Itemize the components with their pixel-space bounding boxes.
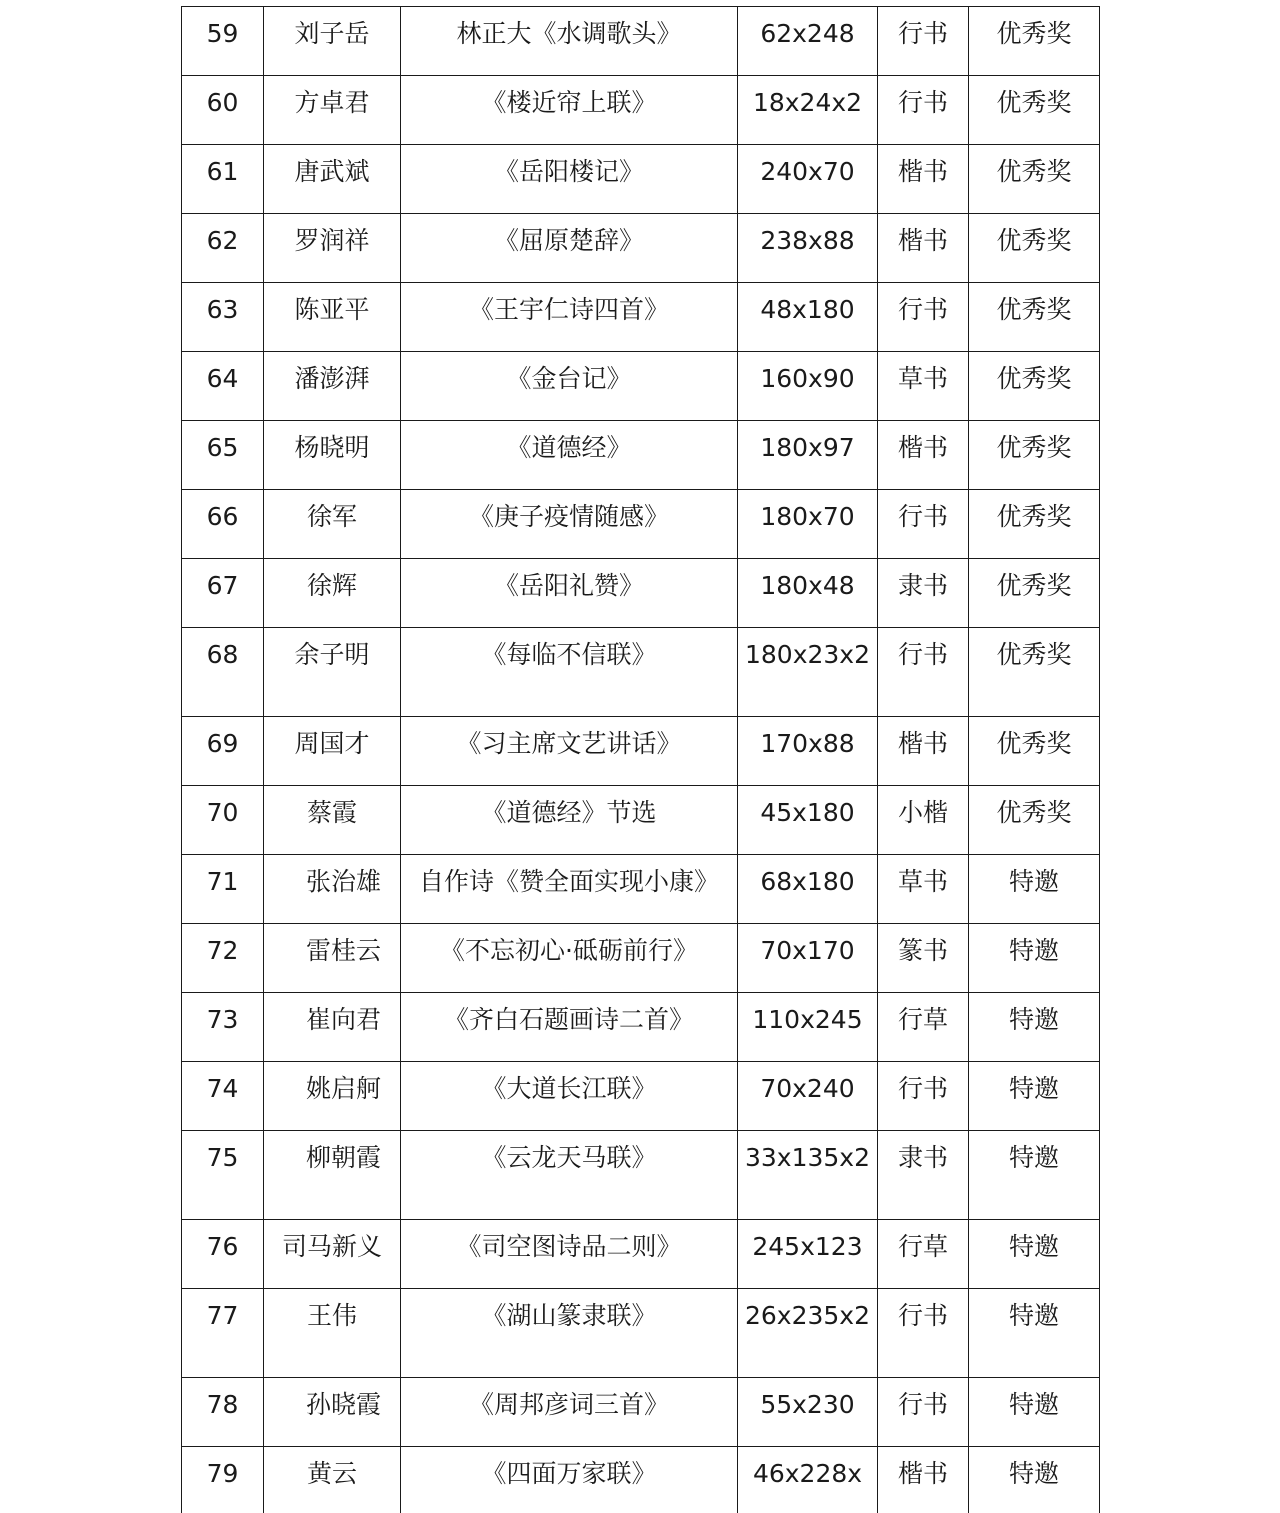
author-name: 余子明 — [264, 628, 401, 717]
work-title: 《周邦彦词三首》 — [401, 1378, 738, 1447]
work-size: 70x170 — [738, 924, 878, 993]
script-style: 楷书 — [878, 421, 969, 490]
author-name: 张治雄 — [264, 855, 401, 924]
author-name: 黄云 — [264, 1447, 401, 1513]
row-number: 75 — [182, 1131, 264, 1220]
script-style: 小楷 — [878, 786, 969, 855]
work-size: 180x97 — [738, 421, 878, 490]
row-number: 62 — [182, 214, 264, 283]
author-name: 雷桂云 — [264, 924, 401, 993]
author-name: 罗润祥 — [264, 214, 401, 283]
table-row — [182, 628, 1100, 717]
script-style: 行书 — [878, 1062, 969, 1131]
row-number: 76 — [182, 1220, 264, 1289]
author-name: 蔡霞 — [264, 786, 401, 855]
author-name: 徐军 — [264, 490, 401, 559]
row-number: 63 — [182, 283, 264, 352]
work-size: 170x88 — [738, 717, 878, 786]
row-number: 73 — [182, 993, 264, 1062]
award-level: 优秀奖 — [969, 559, 1100, 628]
award-level: 特邀 — [969, 993, 1100, 1062]
script-style: 行草 — [878, 993, 969, 1062]
award-level: 特邀 — [969, 924, 1100, 993]
work-size: 245x123 — [738, 1220, 878, 1289]
work-size: 18x24x2 — [738, 76, 878, 145]
script-style: 行书 — [878, 283, 969, 352]
work-size: 180x48 — [738, 559, 878, 628]
work-title: 《每临不信联》 — [401, 628, 738, 717]
table-row — [182, 717, 1100, 786]
table-row — [182, 786, 1100, 855]
table-row — [182, 855, 1100, 924]
row-number: 59 — [182, 7, 264, 76]
award-level: 特邀 — [969, 1378, 1100, 1447]
row-number: 70 — [182, 786, 264, 855]
script-style: 草书 — [878, 855, 969, 924]
script-style: 行草 — [878, 1220, 969, 1289]
script-style: 行书 — [878, 490, 969, 559]
work-title: 《楼近帘上联》 — [401, 76, 738, 145]
row-number: 78 — [182, 1378, 264, 1447]
award-level: 优秀奖 — [969, 628, 1100, 717]
work-title: 《岳阳楼记》 — [401, 145, 738, 214]
work-size: 48x180 — [738, 283, 878, 352]
award-level: 优秀奖 — [969, 7, 1100, 76]
award-level: 优秀奖 — [969, 214, 1100, 283]
table-row — [182, 1220, 1100, 1289]
work-title: 《庚子疫情随感》 — [401, 490, 738, 559]
script-style: 楷书 — [878, 717, 969, 786]
work-title: 《云龙天马联》 — [401, 1131, 738, 1220]
award-level: 特邀 — [969, 855, 1100, 924]
work-size: 240x70 — [738, 145, 878, 214]
row-number: 72 — [182, 924, 264, 993]
work-title: 《四面万家联》 — [401, 1447, 738, 1513]
row-number: 71 — [182, 855, 264, 924]
award-level: 优秀奖 — [969, 490, 1100, 559]
row-number: 66 — [182, 490, 264, 559]
award-level: 优秀奖 — [969, 145, 1100, 214]
author-name: 杨晓明 — [264, 421, 401, 490]
author-name: 潘澎湃 — [264, 352, 401, 421]
script-style: 篆书 — [878, 924, 969, 993]
work-size: 238x88 — [738, 214, 878, 283]
award-level: 特邀 — [969, 1220, 1100, 1289]
row-number: 61 — [182, 145, 264, 214]
author-name: 周国才 — [264, 717, 401, 786]
work-title: 自作诗《赞全面实现小康》 — [401, 855, 738, 924]
script-style: 行书 — [878, 1378, 969, 1447]
award-level: 特邀 — [969, 1447, 1100, 1513]
table-row — [182, 1289, 1100, 1378]
table-row — [182, 924, 1100, 993]
work-title: 《岳阳礼赞》 — [401, 559, 738, 628]
work-size: 110x245 — [738, 993, 878, 1062]
row-number: 67 — [182, 559, 264, 628]
row-number: 74 — [182, 1062, 264, 1131]
award-level: 特邀 — [969, 1289, 1100, 1378]
table-row — [182, 1378, 1100, 1447]
script-style: 行书 — [878, 76, 969, 145]
work-size: 55x230 — [738, 1378, 878, 1447]
work-title: 《齐白石题画诗二首》 — [401, 993, 738, 1062]
author-name: 唐武斌 — [264, 145, 401, 214]
work-size: 62x248 — [738, 7, 878, 76]
work-title: 《大道长江联》 — [401, 1062, 738, 1131]
script-style: 隶书 — [878, 559, 969, 628]
award-level: 优秀奖 — [969, 786, 1100, 855]
work-title: 《金台记》 — [401, 352, 738, 421]
work-size: 70x240 — [738, 1062, 878, 1131]
script-style: 行书 — [878, 628, 969, 717]
author-name: 孙晓霞 — [264, 1378, 401, 1447]
script-style: 行书 — [878, 7, 969, 76]
author-name: 崔向君 — [264, 993, 401, 1062]
table-row — [182, 7, 1100, 76]
table-row — [182, 1062, 1100, 1131]
author-name: 陈亚平 — [264, 283, 401, 352]
table-row — [182, 421, 1100, 490]
author-name: 徐辉 — [264, 559, 401, 628]
script-style: 隶书 — [878, 1131, 969, 1220]
table-row — [182, 490, 1100, 559]
table-row — [182, 76, 1100, 145]
author-name: 方卓君 — [264, 76, 401, 145]
work-size: 46x228x — [738, 1447, 878, 1513]
script-style: 楷书 — [878, 214, 969, 283]
table-row — [182, 1131, 1100, 1220]
table-row — [182, 145, 1100, 214]
work-title: 《湖山篆隶联》 — [401, 1289, 738, 1378]
work-title: 《司空图诗品二则》 — [401, 1220, 738, 1289]
script-style: 楷书 — [878, 145, 969, 214]
author-name: 姚启舸 — [264, 1062, 401, 1131]
work-title: 《王宇仁诗四首》 — [401, 283, 738, 352]
row-number: 79 — [182, 1447, 264, 1513]
table-row — [182, 283, 1100, 352]
award-level: 优秀奖 — [969, 76, 1100, 145]
table-row — [182, 214, 1100, 283]
author-name: 司马新义 — [264, 1220, 401, 1289]
work-title: 林正大《水调歌头》 — [401, 7, 738, 76]
author-name: 柳朝霞 — [264, 1131, 401, 1220]
table-row — [182, 352, 1100, 421]
award-level: 优秀奖 — [969, 421, 1100, 490]
row-number: 68 — [182, 628, 264, 717]
table-row — [182, 1447, 1100, 1513]
work-size: 180x70 — [738, 490, 878, 559]
work-title: 《习主席文艺讲话》 — [401, 717, 738, 786]
work-size: 26x235x2 — [738, 1289, 878, 1378]
work-title: 《道德经》节选 — [401, 786, 738, 855]
award-level: 优秀奖 — [969, 352, 1100, 421]
work-size: 180x23x2 — [738, 628, 878, 717]
work-size: 45x180 — [738, 786, 878, 855]
row-number: 69 — [182, 717, 264, 786]
work-title: 《不忘初心·砥砺前行》 — [401, 924, 738, 993]
row-number: 65 — [182, 421, 264, 490]
table-row — [182, 993, 1100, 1062]
script-style: 草书 — [878, 352, 969, 421]
award-level: 优秀奖 — [969, 717, 1100, 786]
awards-table — [181, 6, 1100, 1513]
work-title: 《屈原楚辞》 — [401, 214, 738, 283]
award-level: 优秀奖 — [969, 283, 1100, 352]
award-level: 特邀 — [969, 1131, 1100, 1220]
script-style: 行书 — [878, 1289, 969, 1378]
row-number: 64 — [182, 352, 264, 421]
work-title: 《道德经》 — [401, 421, 738, 490]
author-name: 刘子岳 — [264, 7, 401, 76]
row-number: 60 — [182, 76, 264, 145]
work-size: 33x135x2 — [738, 1131, 878, 1220]
award-level: 特邀 — [969, 1062, 1100, 1131]
script-style: 楷书 — [878, 1447, 969, 1513]
row-number: 77 — [182, 1289, 264, 1378]
work-size: 160x90 — [738, 352, 878, 421]
author-name: 王伟 — [264, 1289, 401, 1378]
table-row — [182, 559, 1100, 628]
work-size: 68x180 — [738, 855, 878, 924]
